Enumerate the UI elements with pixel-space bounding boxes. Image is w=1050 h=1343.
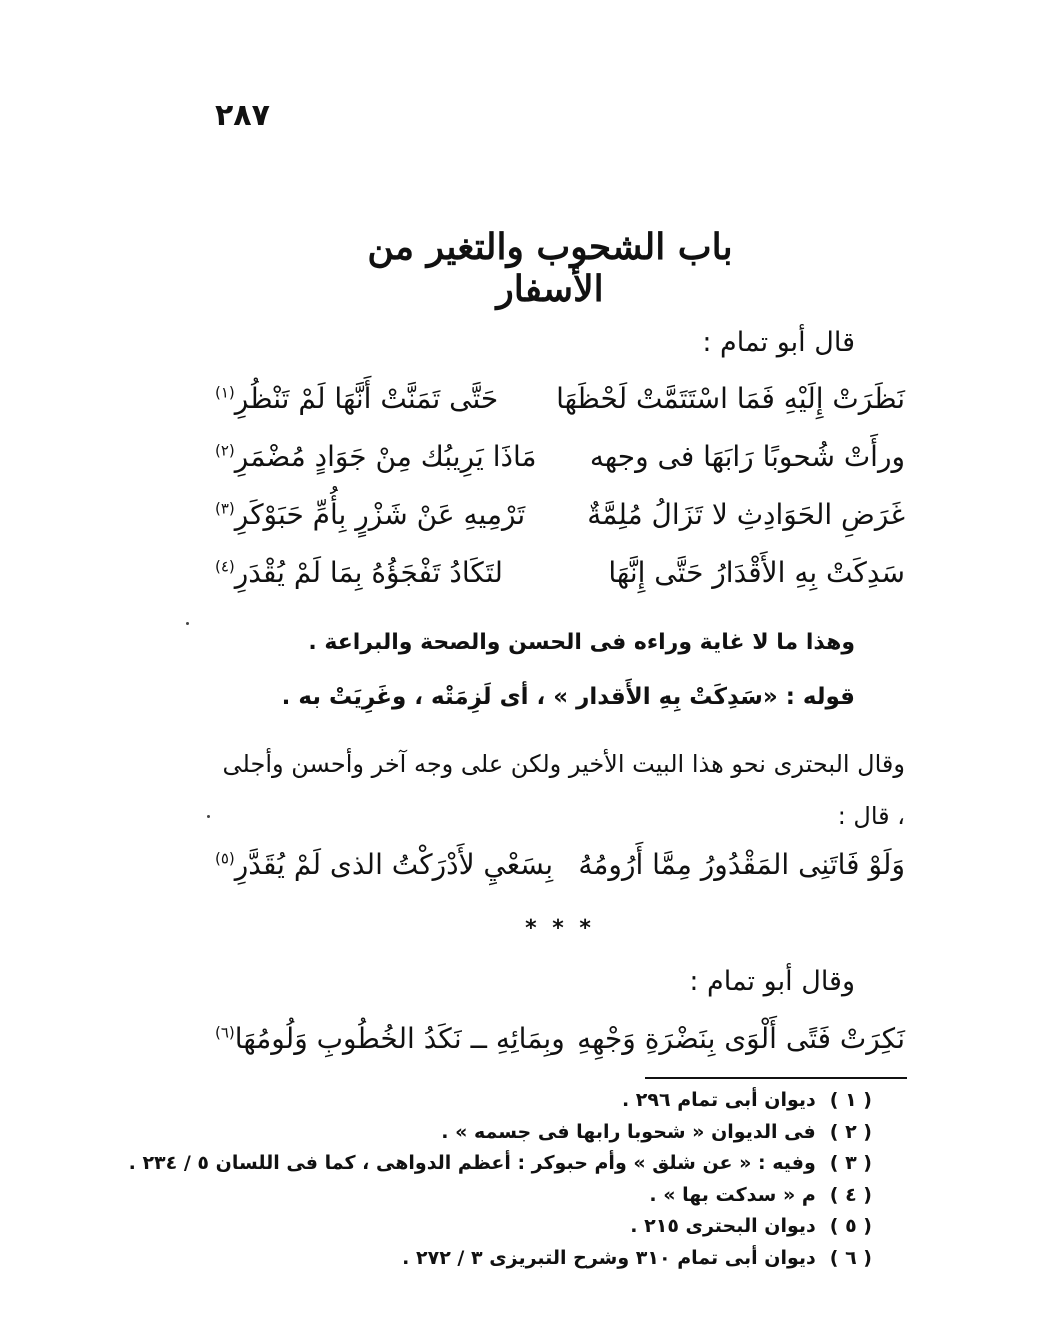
footnote-2-text: فى الديوان « شحوبا رابها فى جسمه » . — [441, 1120, 816, 1143]
footnote-marker-5: (٥) — [215, 849, 235, 868]
footnote-4 — [129, 1180, 872, 1212]
verse-3 — [215, 498, 905, 544]
section1-intro: قال أبو تمام : — [702, 327, 855, 358]
verse-4 — [215, 556, 905, 602]
footnote-1-text: ديوان أبى تمام ٢٩٦ . — [621, 1089, 816, 1111]
footnotes — [129, 1085, 872, 1274]
footnote-3-number: ( ٣ ) — [829, 1152, 872, 1174]
footnote-4-text: م « سدكت بها » . — [649, 1183, 816, 1206]
footnote-1-number: ( ١ ) — [829, 1089, 872, 1111]
verse-buhturi — [215, 848, 905, 894]
scan-speck — [207, 815, 210, 818]
footnote-marker-4: (٤) — [215, 557, 235, 576]
footnote-marker-2: (٢) — [215, 441, 235, 460]
footnote-5-number: ( ٥ ) — [829, 1215, 872, 1237]
footnote-2 — [129, 1117, 872, 1149]
verse-4-first-hemistich: سَدِكَتْ بِهِ الأَقْدَارُ حَتَّى إِنَّهَا — [608, 556, 905, 589]
verse-3-second-hemistich: تَرْمِيهِ عَنْ شَزْرٍ بِأُمِّ حَبَوْكَرِ — [234, 498, 526, 531]
footnote-6-text: ديوان أبى تمام ٣١٠ وشرح التبريزى ٣ / ٢٧٢ . — [402, 1246, 816, 1269]
footnote-divider — [645, 1077, 907, 1079]
footnote-marker-6: (٦) — [215, 1023, 235, 1042]
footnote-4-number: ( ٤ ) — [829, 1183, 872, 1206]
verse-1-first-hemistich: نَظَرَتْ إِلَيْهِ فَمَا اسْتَتَمَّتْ لَحْظَهَا — [556, 382, 905, 415]
scan-speck — [186, 622, 189, 625]
verse-6 — [215, 1022, 905, 1068]
footnote-2-number: ( ٢ ) — [829, 1120, 872, 1143]
footnote-1 — [129, 1085, 872, 1117]
verse-buhturi-first-hemistich: وَلَوْ فَاتَنِى المَقْدُورُ مِمَّا أَرُومُهُ — [578, 848, 905, 881]
comment-praise: وهذا ما لا غاية وراءه فى الحسن والصحة والبراعة . — [308, 630, 855, 655]
footnote-marker-3: (٣) — [215, 499, 235, 518]
comment-gloss: قوله : «سَدِكَتْ بِهِ الأَقدار » ، أى لَزِمَتْه ، وغَرِيَتْ به . — [281, 684, 855, 710]
footnote-marker-1: (١) — [215, 383, 235, 402]
verse-1 — [215, 382, 905, 428]
footnote-5 — [129, 1211, 872, 1243]
verse-2-second-hemistich: مَاذَا يَرِيبُك مِنْ جَوَادٍ مُضْمَرِ — [234, 440, 537, 473]
chapter-title: باب الشحوب والتغير من الأسفار — [367, 226, 733, 310]
verse-3-first-hemistich: غَرَضِ الحَوَادِثِ لا تَزَالُ مُلِمَّةٌ — [587, 498, 905, 531]
verse-6-first-hemistich: نَكِرَتْ فَتًى أَلْوَى بِنَضْرَةِ وَجْهِهِ — [577, 1022, 905, 1055]
verse-2-first-hemistich: ورأَتْ شُحوبًا رَابَهَا فى وجهه — [589, 440, 905, 473]
footnote-3 — [129, 1148, 872, 1180]
verse-2 — [215, 440, 905, 486]
footnote-6-number: ( ٦ ) — [829, 1246, 872, 1269]
verse-1-second-hemistich: حَتَّى تَمَنَّتْ أَنَّهَا لَمْ تَنْظُرِ — [234, 382, 499, 415]
section2-intro: وقال أبو تمام : — [689, 966, 855, 997]
section-separator: * * * — [525, 916, 595, 941]
footnote-3-text: وفيه : « عن شلق » وأم حبوكر : أعظم الدواهى ، كما فى اللسان ٥ / ٢٣٤ . — [128, 1152, 816, 1174]
footnote-6 — [129, 1243, 872, 1275]
page-number: ٢٨٧ — [215, 98, 270, 133]
verse-4-second-hemistich: لتَكَادُ تَفْجَؤُهُ بِمَا لَمْ يُقْدَرِ — [234, 556, 503, 589]
verse-buhturi-second-hemistich: بِسَعْيِ لأَدْرَكْتُ الذى لَمْ يُقَدَّرِ — [234, 848, 554, 881]
comment-buhturi-intro: وقال البحترى نحو هذا البيت الأخير ولكن على وجه آخر وأحسن وأجلى ، قال : — [222, 750, 905, 830]
footnote-5-text: ديوان البحترى ٢١٥ . — [630, 1215, 816, 1237]
verse-6-second-hemistich: وبِمَائِهِ ــ نَكَدُ الخُطُوبِ وَلُومُهَا — [234, 1022, 565, 1055]
